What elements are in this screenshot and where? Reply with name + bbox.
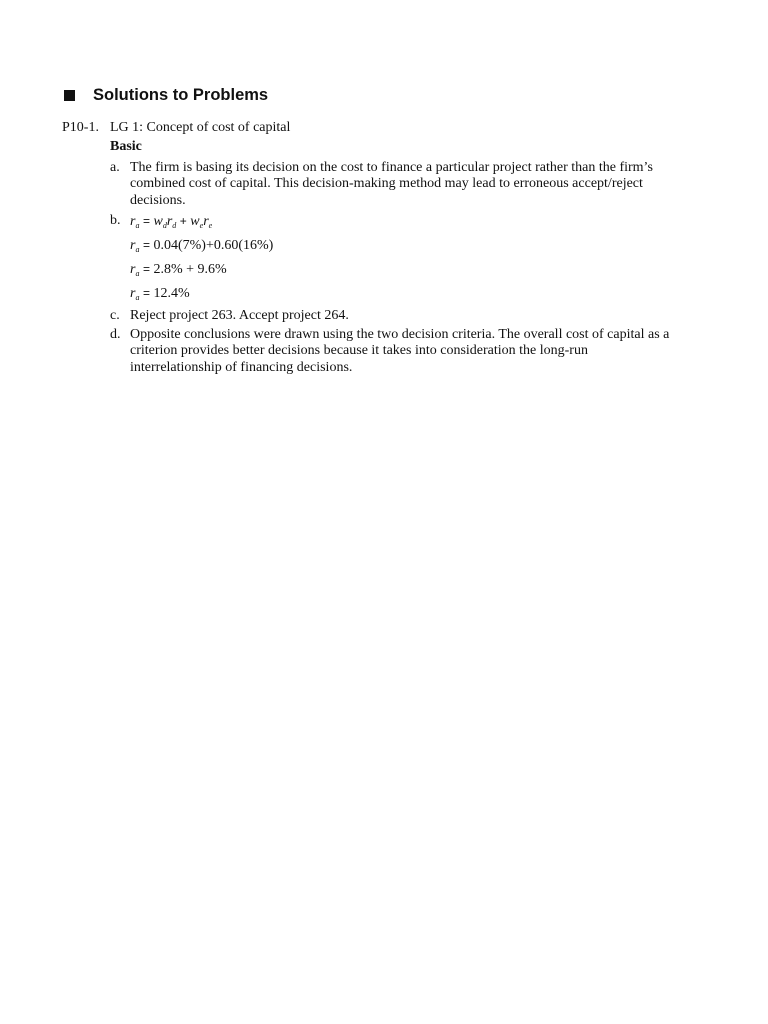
section-heading bbox=[64, 86, 268, 105]
item-text: Reject project 263. Accept project 264. bbox=[130, 308, 349, 323]
section-heading-title: Solutions to Problems bbox=[93, 86, 269, 104]
item-marker: d. bbox=[110, 327, 121, 342]
equation-result: $r_a = 12.4\%$ bbox=[130, 286, 190, 302]
equation-wacc-formula: $r_a = w_dr_d + w_er_e$ bbox=[130, 214, 213, 230]
item-text: Opposite conclusions were drawn using the two decision criteria. The overall cost of capital as a criterion provides better decisions because it takes into consideration the long-run interrelationship of financing decisions. bbox=[130, 327, 670, 375]
filled-square-bullet-icon bbox=[64, 90, 75, 101]
equation-substitution: $r_a = 0.04(7\%)+0.60(16\%)$ bbox=[130, 238, 274, 254]
item-marker: b. bbox=[110, 213, 121, 228]
solution-item-c bbox=[110, 308, 670, 324]
solution-item-a bbox=[110, 160, 670, 209]
equation-partial-sum: $r_a = 2.8\% + 9.6\%$ bbox=[130, 262, 227, 278]
problem-id: P10-1. bbox=[62, 120, 99, 135]
problem-title: LG 1: Concept of cost of capital bbox=[110, 120, 291, 135]
solution-item-d bbox=[110, 327, 670, 376]
item-marker: c. bbox=[110, 308, 120, 323]
problem-header bbox=[62, 120, 290, 136]
difficulty-label: Basic bbox=[110, 139, 142, 154]
item-marker: a. bbox=[110, 160, 120, 175]
item-text: The firm is basing its decision on the cost to finance a particular project rather than the firm’s combined cost of capital. This decision-making method may lead to erroneous accept/reject decisions. bbox=[130, 160, 653, 208]
